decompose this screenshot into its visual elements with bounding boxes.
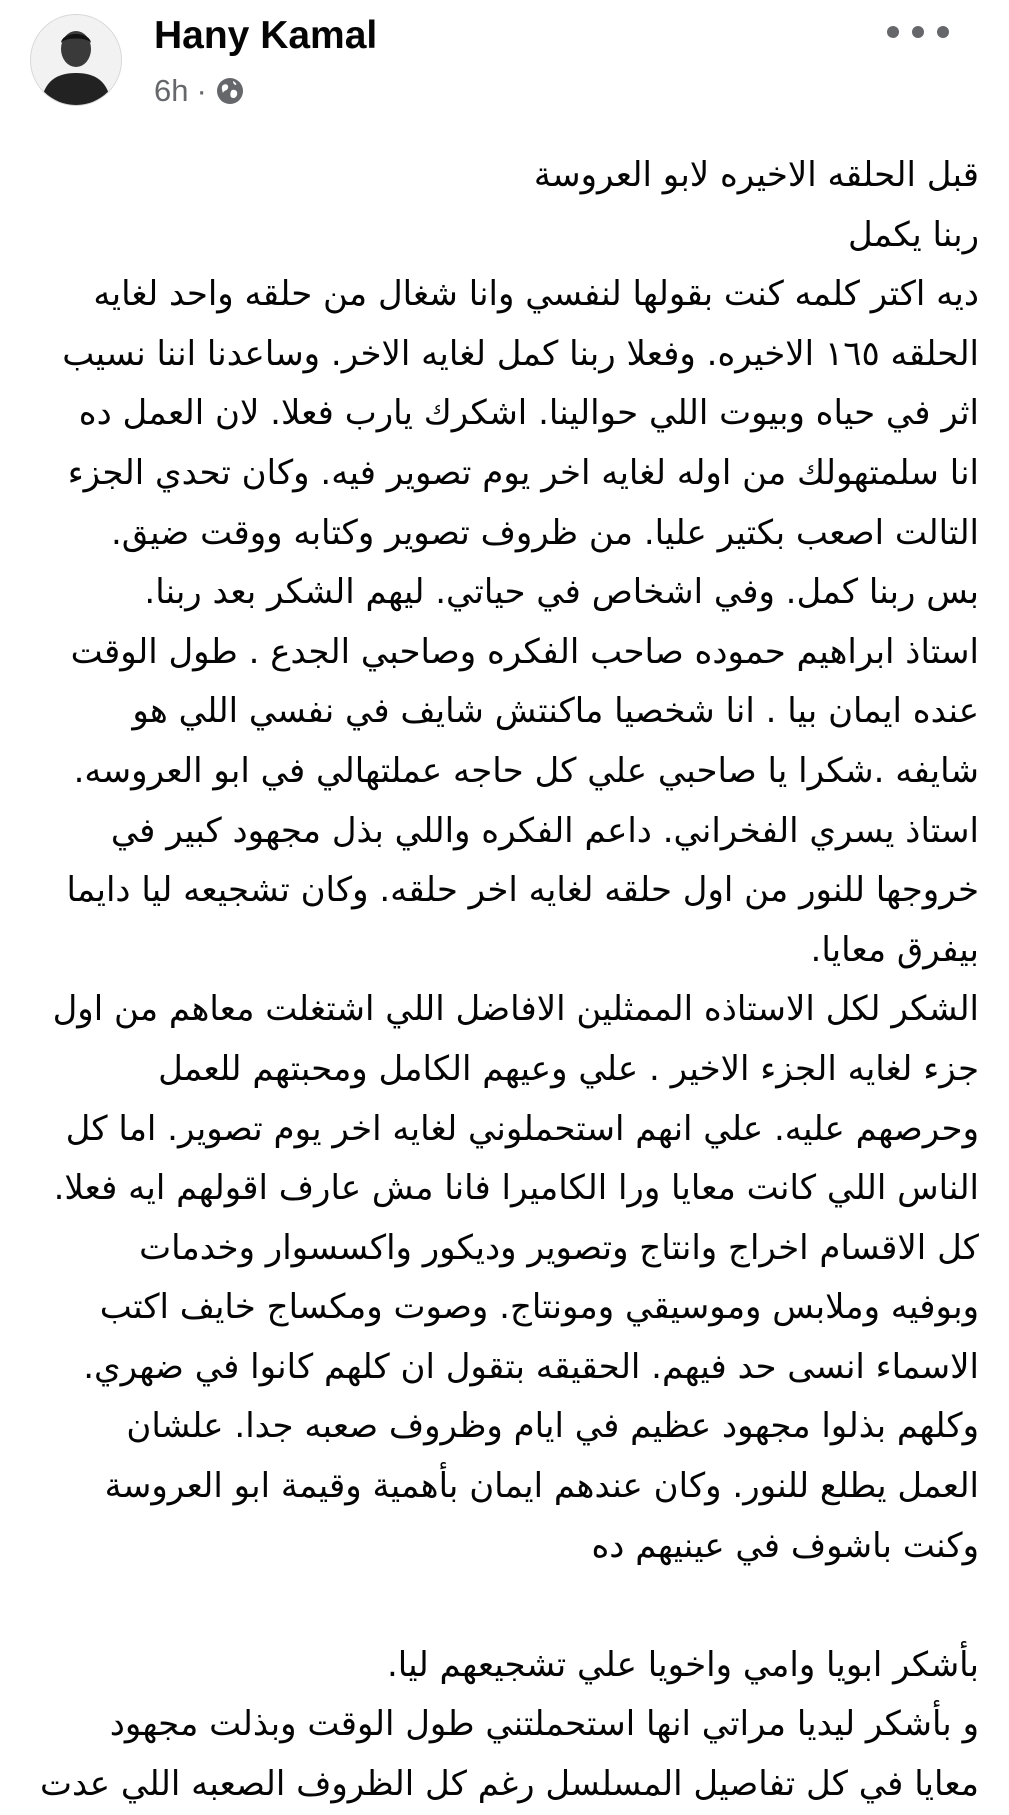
post-text-line: استاذ يسري الفخراني. داعم الفكره واللي بذل مجهود كبير في — [110, 810, 979, 851]
meta-separator: · — [196, 73, 207, 108]
post-text-line: ديه اكتر كلمه كنت بقولها لنفسي وانا شغال من حلقه واحد لغايه — [93, 274, 979, 315]
post-text-line: ربنا يكمل — [848, 214, 979, 255]
post-text-line: خروجها للنور من اول حلقه لغايه اخر حلقه. وكان تشجيعه ليا دايما — [66, 870, 979, 911]
more-horizontal-icon — [937, 26, 949, 38]
post-text-line: اثر في حياه وبيوت اللي حوالينا. اشكرك يارب فعلا. لان العمل ده — [78, 393, 979, 434]
post-text-line: انا سلمتهولك من اوله لغايه اخر يوم تصوير فيه. وكان تحدي الجزء — [67, 452, 979, 493]
author-name[interactable]: Hany Kamal — [154, 14, 378, 57]
post-text-line: الناس اللي كانت معايا ورا الكاميرا فانا مش عارف اقولهم ايه فعلا. — [53, 1168, 979, 1209]
post-text-line: بيفرق معايا. — [810, 929, 979, 970]
post-text-line: وكنت باشوف في عينيهم ده — [591, 1525, 979, 1566]
post-text-line: العمل يطلع للنور. وكان عندهم ايمان بأهمية وقيمة ابو العروسة — [104, 1466, 979, 1507]
post-header — [0, 0, 1009, 120]
post-text-line: كل الاقسام اخراج وانتاج وتصوير وديكور واكسسوار وخدمات — [139, 1227, 979, 1268]
post-text-line: وكلهم بذلوا مجهود عظيم في ايام وظروف صعبه جدا. علشان — [126, 1406, 979, 1447]
post-text-line: جزء لغايه الجزء الاخير . علي وعيهم الكامل ومحبتهم للعمل — [158, 1048, 979, 1089]
profile-photo — [31, 15, 121, 105]
globe-icon[interactable] — [215, 76, 245, 106]
post-text-line: قبل الحلقه الاخيره لابو العروسة — [533, 155, 979, 195]
post-timestamp[interactable]: 6h — [154, 73, 189, 108]
more-horizontal-icon — [887, 26, 899, 38]
avatar[interactable] — [30, 14, 122, 106]
post-text-line: عنده ايمان بيا . انا شخصيا ماكنتش شايف في نفسي اللي هو — [132, 691, 979, 732]
post-text-line: استاذ ابراهيم حموده صاحب الفكره وصاحبي الجدع . طول الوقت — [70, 631, 979, 672]
more-options-button[interactable] — [887, 14, 949, 50]
post-text-line: شايفه .شكرا يا صاحبي علي كل حاجه عملتهالي في ابو العروسه. — [73, 750, 979, 791]
post-text-line — [24, 1576, 979, 1636]
post-text-line: وبوفيه وملابس وموسيقي ومونتاج. وصوت ومكساج خايف اكتب — [99, 1287, 979, 1328]
post-text-line: و بأشكر ليديا مراتي انها استحملتني طول الوقت وبذلت مجهود — [109, 1704, 979, 1745]
post-text-line: الاسماء انسى حد فيهم. الحقيقه بتقول ان كلهم كانوا في ضهري. — [83, 1346, 979, 1387]
post-text-line: معايا في كل تفاصيل المسلسل رغم كل الظروف الصعبه اللي عدت — [39, 1764, 979, 1805]
post-text-line: بأشكر ابويا وامي واخويا علي تشجيعهم ليا. — [386, 1644, 979, 1685]
post-text-line: بس ربنا كمل. وفي اشخاص في حياتي. ليهم الشكر بعد ربنا. — [144, 572, 979, 613]
post-meta — [154, 66, 245, 116]
more-horizontal-icon — [912, 26, 924, 38]
post-text-line: الشكر لكل الاستاذه الممثلين الافاضل اللي اشتغلت معاهم من اول — [52, 989, 979, 1030]
post-text-line: التالت اصعب بكتير عليا. من ظروف تصوير وكتابه ووقت ضيق. — [110, 512, 979, 553]
post-text-line: وحرصهم عليه. علي انهم استحملوني لغايه اخر يوم تصوير. اما كل — [65, 1108, 979, 1149]
post-text-line: الحلقه ١٦٥ الاخيره. وفعلا ربنا كمل لغايه الاخر. وساعدنا اننا نسيب — [62, 333, 979, 374]
post-body — [24, 146, 979, 1815]
